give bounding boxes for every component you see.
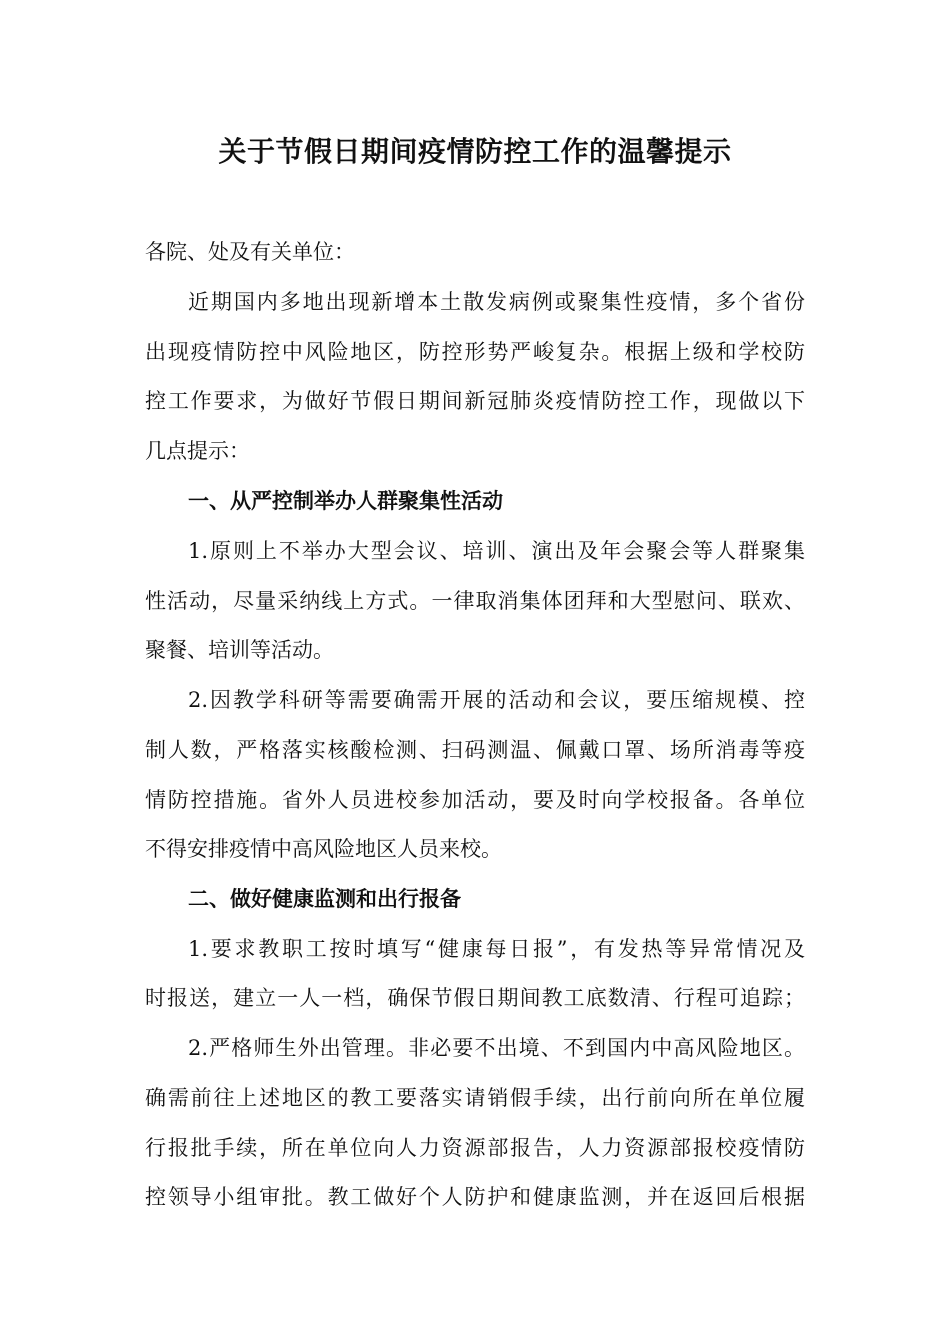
paragraph-line: 2.因教学科研等需要确需开展的活动和会议，要压缩规模、控	[188, 688, 805, 712]
paragraph-line: 1.原则上不举办大型会议、培训、演出及年会聚会等人群聚集	[188, 539, 805, 563]
paragraph-line: 制人数，严格落实核酸检测、扫码测温、佩戴口罩、场所消毒等疫	[145, 738, 805, 762]
paragraph-line: 行报批手续，所在单位向人力资源部报告，人力资源部报校疫情防	[145, 1136, 805, 1160]
intro-line: 控工作要求，为做好节假日期间新冠肺炎疫情防控工作，现做以下	[145, 389, 805, 413]
document-title: 关于节假日期间疫情防控工作的温馨提示	[218, 135, 732, 168]
paragraph-line: 性活动，尽量采纳线上方式。一律取消集体团拜和大型慰问、联欢、	[145, 589, 805, 613]
paragraph-line: 聚餐、培训等活动。	[145, 638, 334, 662]
section-heading: 一、从严控制举办人群聚集性活动	[188, 488, 503, 513]
paragraph-line: 2.严格师生外出管理。非必要不出境、不到国内中高风险地区。	[188, 1036, 805, 1060]
paragraph-line: 控领导小组审批。教工做好个人防护和健康监测，并在返回后根据	[145, 1185, 805, 1209]
salutation: 各院、处及有关单位：	[145, 240, 355, 264]
paragraph-line: 不得安排疫情中高风险地区人员来校。	[145, 837, 502, 861]
paragraph-line: 确需前往上述地区的教工要落实请销假手续，出行前向所在单位履	[145, 1086, 805, 1110]
intro-line: 近期国内多地出现新增本土散发病例或聚集性疫情，多个省份	[188, 290, 805, 314]
paragraph-line: 情防控措施。省外人员进校参加活动，要及时向学校报备。各单位	[145, 788, 805, 812]
paragraph-line: 1.要求教职工按时填写“健康每日报”，有发热等异常情况及	[188, 937, 805, 961]
intro-line: 几点提示：	[145, 439, 250, 463]
section-heading: 二、做好健康监测和出行报备	[188, 886, 461, 911]
paragraph-line: 时报送，建立一人一档，确保节假日期间教工底数清、行程可追踪；	[145, 986, 805, 1010]
intro-line: 出现疫情防控中风险地区，防控形势严峻复杂。根据上级和学校防	[145, 340, 805, 364]
